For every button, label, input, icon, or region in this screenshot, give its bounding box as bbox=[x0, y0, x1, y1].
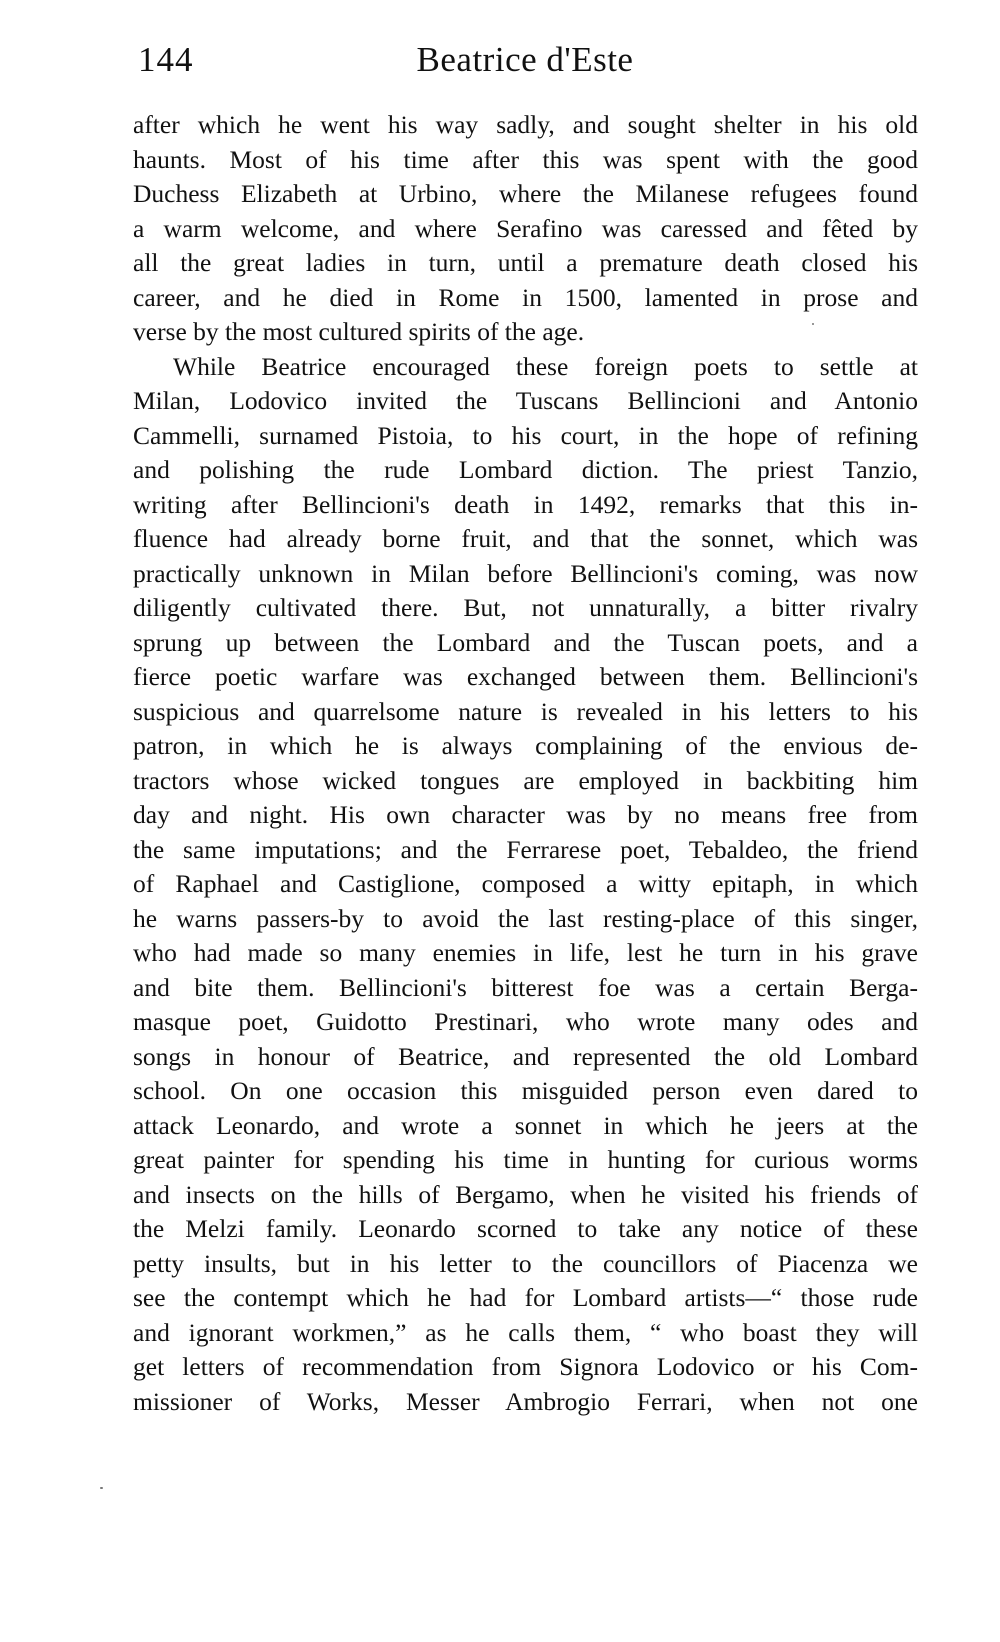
text-line: fluence had already borne fruit, and that the sonnet, which was bbox=[133, 524, 918, 553]
text-line: who had made so many enemies in life, lest he turn in his grave bbox=[133, 938, 918, 967]
text-line: and bite them. Bellincioni's bitterest foe was a certain Berga- bbox=[133, 972, 918, 1002]
text-line: and polishing the rude Lombard diction. The priest Tanzio, bbox=[133, 455, 918, 484]
text-line: writing after Bellincioni's death in 1492, remarks that this in- bbox=[133, 489, 918, 519]
scan-speck bbox=[100, 1487, 103, 1489]
text-line: Cammelli, surnamed Pistoia, to his court, in the hope of refining bbox=[133, 420, 918, 450]
text-line: great painter for spending his time in hunting for curious worms bbox=[133, 1145, 918, 1174]
text-line: patron, in which he is always complaining of the envious de- bbox=[133, 731, 918, 760]
text-line: masque poet, Guidotto Prestinari, who wrote many odes and bbox=[133, 1007, 918, 1036]
text-line: he warns passers-by to avoid the last resting-place of this singer, bbox=[133, 903, 918, 933]
text-line: day and night. His own character was by no means free from bbox=[133, 800, 918, 829]
text-line: and insects on the hills of Bergamo, when he visited his friends of bbox=[133, 1179, 918, 1209]
text-line: attack Leonardo, and wrote a sonnet in which he jeers at the bbox=[133, 1110, 918, 1140]
text-line: the same imputations; and the Ferrarese poet, Tebaldeo, the friend bbox=[133, 834, 918, 864]
text-line: practically unknown in Milan before Bellincioni's coming, was now bbox=[133, 558, 918, 588]
text-line: tractors whose wicked tongues are employed in backbiting him bbox=[133, 765, 918, 795]
text-line: of Raphael and Castiglione, composed a witty epitaph, in which bbox=[133, 869, 918, 898]
text-line: haunts. Most of his time after this was spent with the good bbox=[133, 144, 918, 174]
page-header bbox=[130, 40, 920, 90]
paragraph-start-line: While Beatrice encouraged these foreign poets to settle at bbox=[173, 351, 918, 381]
text-line: Duchess Elizabeth at Urbino, where the Milanese refugees found bbox=[133, 179, 918, 208]
text-line: the Melzi family. Leonardo scorned to take any notice of these bbox=[133, 1214, 918, 1243]
text-line: suspicious and quarrelsome nature is revealed in his letters to his bbox=[133, 696, 918, 726]
text-line: get letters of recommendation from Signora Lodovico or his Com- bbox=[133, 1352, 918, 1381]
running-title: Beatrice d'Este bbox=[416, 40, 634, 79]
paragraph-end-line: verse by the most cultured spirits of the age. bbox=[133, 317, 585, 346]
text-line: Milan, Lodovico invited the Tuscans Bellincioni and Antonio bbox=[133, 386, 918, 415]
text-line: petty insults, but in his letter to the councillors of Piacenza we bbox=[133, 1248, 918, 1278]
page-number: 144 bbox=[138, 40, 194, 79]
scan-speck bbox=[812, 323, 814, 325]
text-line: and ignorant workmen,” as he calls them, “ who boast they will bbox=[133, 1317, 918, 1347]
text-line: fierce poetic warfare was exchanged between them. Bellincioni's bbox=[133, 662, 918, 691]
text-line: diligently cultivated there. But, not unnaturally, a bitter rivalry bbox=[133, 593, 918, 622]
body-text bbox=[133, 108, 918, 1419]
text-line: missioner of Works, Messer Ambrogio Ferrari, when not one bbox=[133, 1386, 918, 1416]
text-line: songs in honour of Beatrice, and represented the old Lombard bbox=[133, 1041, 918, 1071]
text-line: see the contempt which he had for Lombard artists—“ those rude bbox=[133, 1283, 918, 1312]
text-line: sprung up between the Lombard and the Tuscan poets, and a bbox=[133, 627, 918, 657]
text-line: school. On one occasion this misguided person even dared to bbox=[133, 1076, 918, 1105]
text-line: after which he went his way sadly, and sought shelter in his old bbox=[133, 110, 918, 139]
text-line: all the great ladies in turn, until a premature death closed his bbox=[133, 248, 918, 277]
text-line: a warm welcome, and where Serafino was caressed and fêted by bbox=[133, 213, 918, 243]
text-line: career, and he died in Rome in 1500, lamented in prose and bbox=[133, 282, 918, 312]
